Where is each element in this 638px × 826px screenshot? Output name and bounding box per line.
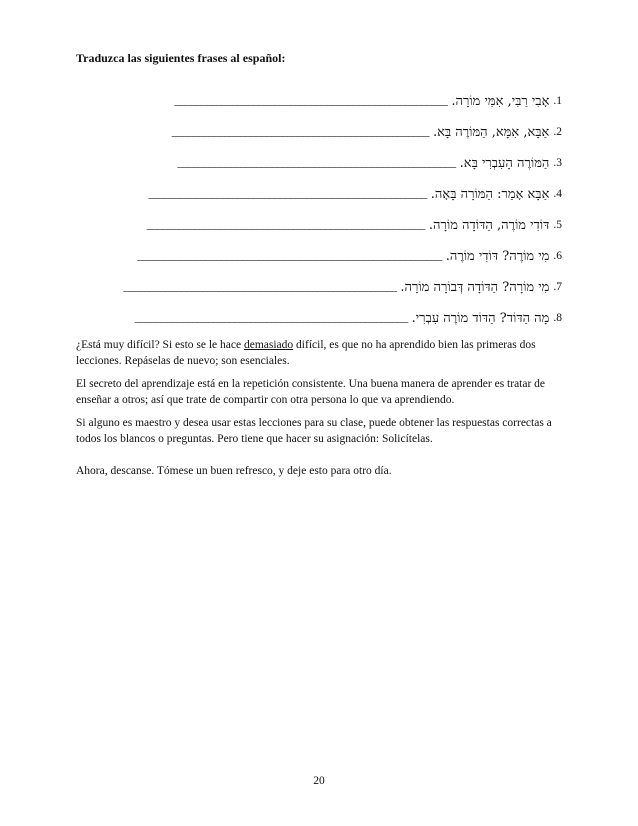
paragraph-text: difícil, es que no ha aprendido bien las primeras dos lecciones. Repáselas de nuevo; son esenciales.	[76, 339, 536, 367]
exercise-number: .1	[553, 94, 562, 107]
exercise-number: .6	[553, 249, 562, 262]
answer-blank: _____________________________________________________	[177, 156, 456, 169]
exercise-list	[76, 86, 562, 334]
exercise-line-7	[76, 272, 562, 303]
answer-blank: _________________________________________________	[171, 125, 429, 138]
answer-blank: _____________________________________________________	[146, 218, 425, 231]
page-number: 20	[313, 775, 325, 787]
exercise-number: .4	[553, 187, 562, 200]
exercise-number: .8	[553, 311, 562, 324]
hebrew-sentence: מָה הַדּוֹד? הַדּוֹד מוֹרֶה עִבְרִי.	[411, 310, 550, 326]
hebrew-sentence: הַמּוֹרֶה הָעִבְרִי בָּא.	[459, 155, 550, 171]
answer-blank: ____________________________________________________	[123, 280, 397, 293]
instruction-heading: Traduzca las siguientes frases al español:	[76, 51, 286, 65]
hebrew-sentence: אַבָּא, אִמָּא, הַמּוֹרֶה בָּא.	[432, 124, 550, 140]
answer-blank: ____________________________________________________	[134, 311, 408, 324]
hebrew-sentence: דּוֹדִי מוֹרֶה, הַדּוֹדָה מוֹרָה.	[428, 217, 550, 233]
paragraph-rest: Ahora, descanse. Tómese un buen refresco, y deje esto para otro día.	[76, 465, 392, 477]
hebrew-sentence: מִי מוֹרָה? הַדּוֹדָה דְּבוֹרָה מוֹרָה.	[400, 279, 550, 295]
underlined-word: demasiado	[243, 339, 294, 351]
hebrew-sentence: מִי מוֹרֶה? דּוֹדִי מוֹרֶה.	[445, 248, 550, 264]
answer-blank: _____________________________________________________	[148, 187, 427, 200]
exercise-number: .3	[553, 156, 562, 169]
hebrew-sentence: אַבָּא אָמַר: הַמּוֹרָה בָּאָה.	[430, 186, 550, 202]
exercise-number: .7	[553, 280, 562, 293]
paragraph-text: ¿Está muy difícil? Si esto se le hace	[76, 339, 244, 351]
exercise-line-5	[76, 210, 562, 241]
exercise-line-8	[76, 303, 562, 334]
paragraph-difficulty	[76, 338, 566, 369]
answer-blank: ____________________________________________________	[174, 94, 448, 107]
exercise-number: .2	[553, 125, 562, 138]
paragraph-learning-secret: El secreto del aprendizaje está en la repetición consistente. Una buena manera de aprender es tratar de enseñar a otros; así que trate de compartir con otra persona lo que va aprendiendo.	[76, 378, 546, 406]
answer-blank: __________________________________________________________	[137, 249, 442, 262]
exercise-line-2	[76, 117, 562, 148]
paragraph-teachers: Si alguno es maestro y desea usar estas lecciones para su clase, puede obtener las respuestas correctas a todos los blancos o preguntas. Pero tiene que hacer su asignación: Solicítelas.	[76, 417, 552, 445]
hebrew-sentence: אָבִי רַבִּי, אִמִּי מוֹרָה.	[451, 93, 550, 109]
exercise-line-1	[76, 86, 562, 117]
exercise-line-6	[76, 241, 562, 272]
exercise-line-3	[76, 148, 562, 179]
exercise-line-4	[76, 179, 562, 210]
exercise-number: .5	[553, 218, 562, 231]
